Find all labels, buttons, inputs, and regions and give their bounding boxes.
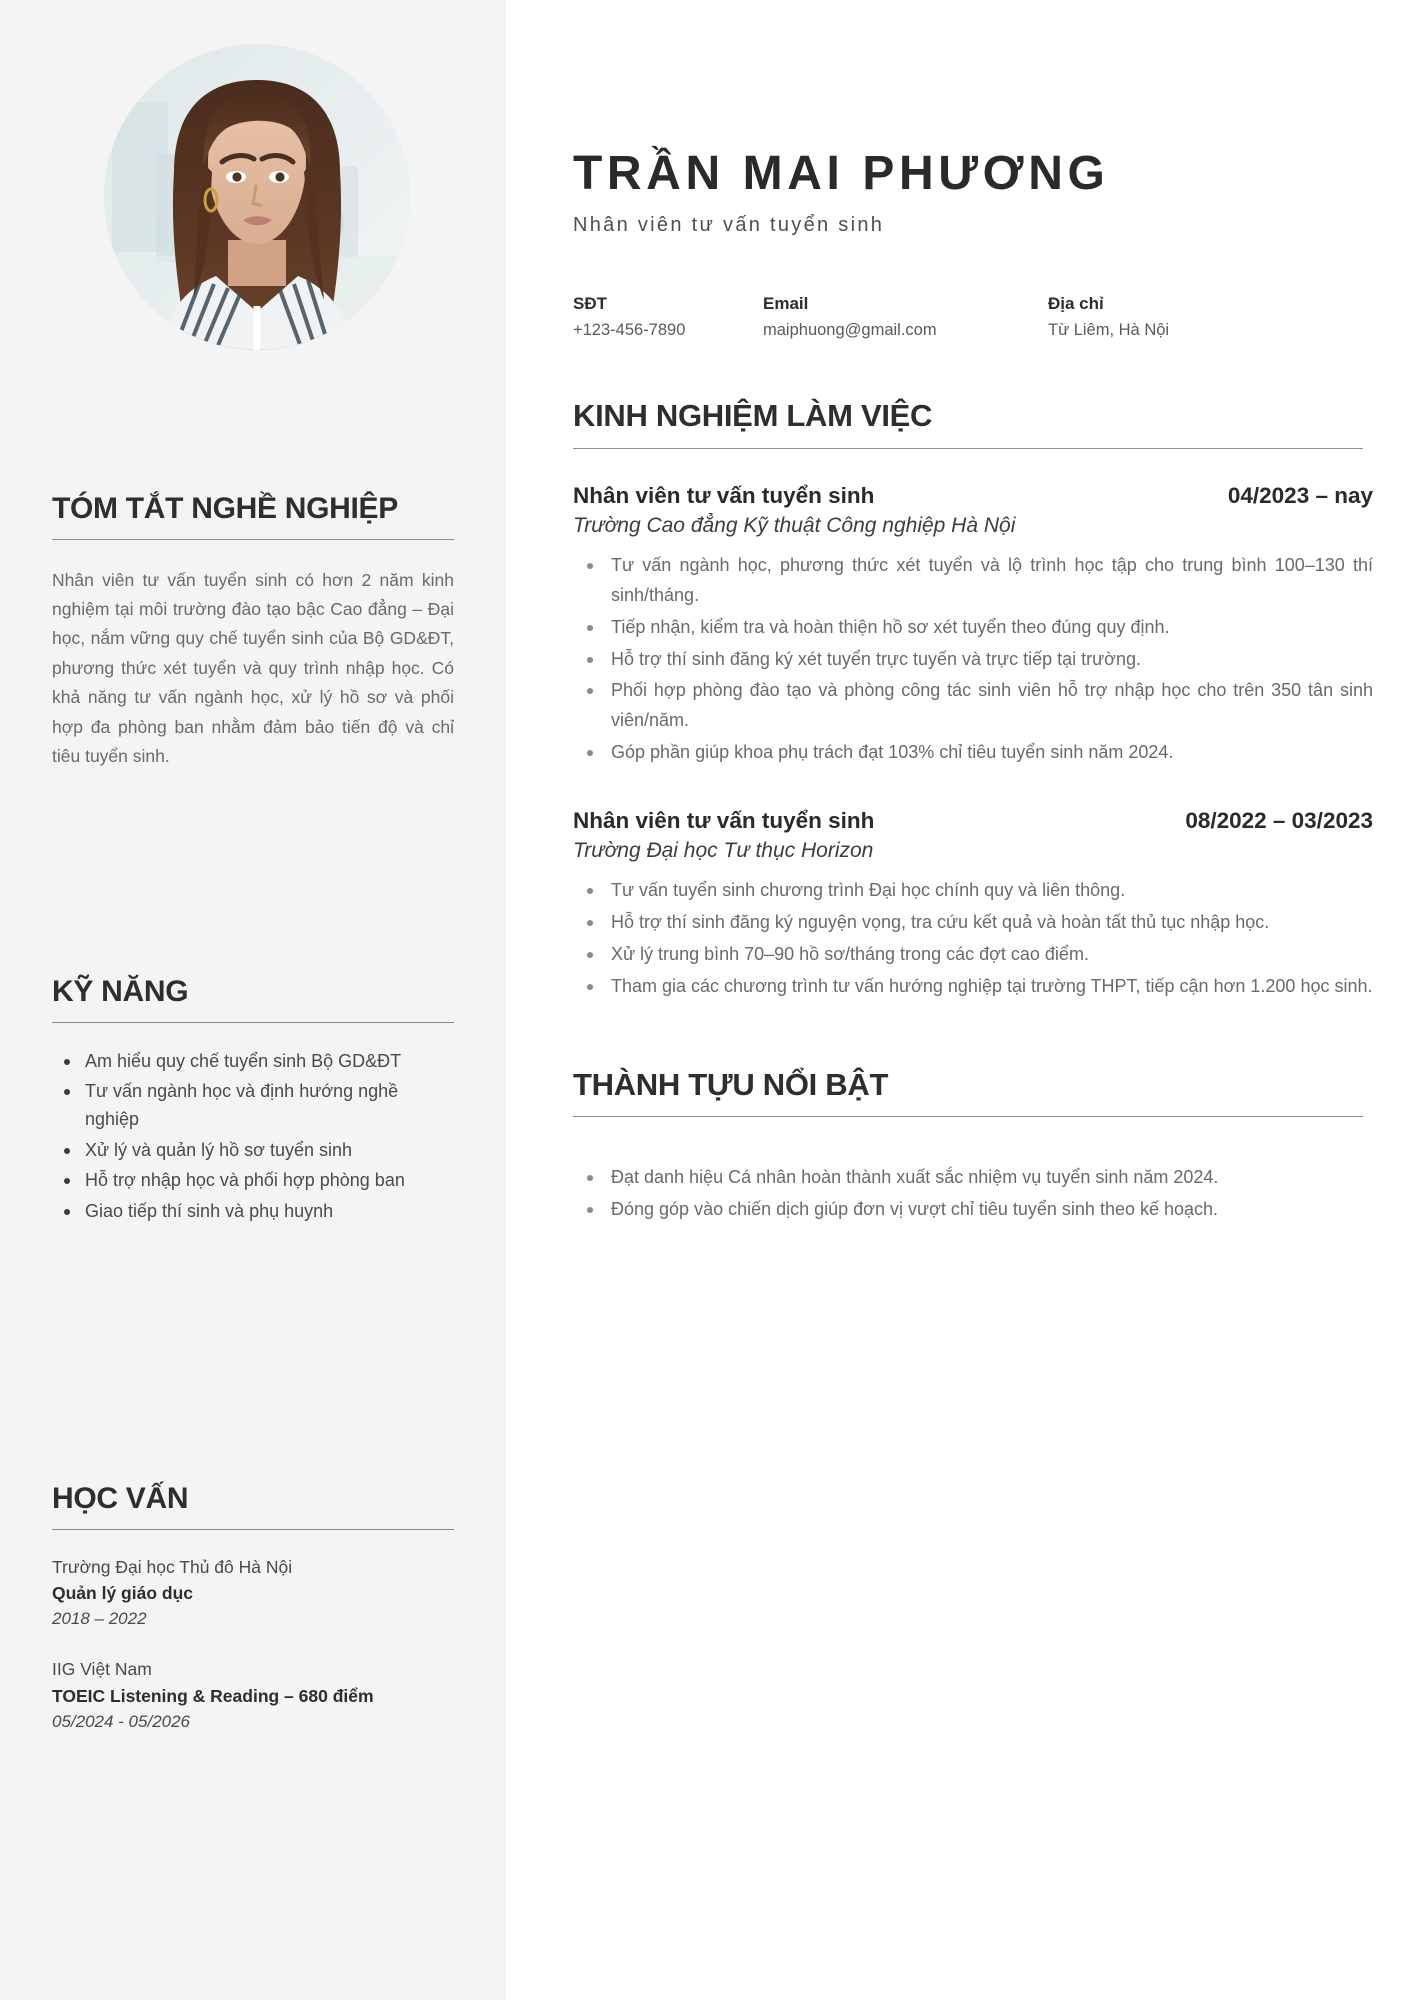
list-item: Đạt danh hiệu Cá nhân hoàn thành xuất sắc nhiệm vụ tuyển sinh năm 2024. [573, 1163, 1373, 1193]
education-dates: 05/2024 - 05/2026 [52, 1711, 191, 1731]
contact-value: Từ Liêm, Hà Nội [1048, 321, 1170, 340]
job-header [573, 483, 1373, 509]
achievements-list [573, 1163, 1373, 1225]
contact-row [573, 292, 1373, 343]
job-role-subtitle: Nhân viên tư vấn tuyển sinh [573, 213, 885, 236]
job-dates: 08/2022 – 03/2023 [1185, 808, 1373, 834]
experience-divider [573, 448, 1363, 449]
section-summary [52, 492, 454, 771]
section-education [52, 1482, 454, 1735]
sidebar [0, 0, 506, 2000]
list-item: Tham gia các chương trình tư vấn hướng nghiệp tại trường THPT, tiếp cận hơn 1.200 học sinh. [573, 972, 1373, 1002]
job-bullets [573, 876, 1373, 1002]
section-experience [573, 399, 1373, 1001]
skills-divider [52, 1022, 454, 1023]
education-school: IIG Việt Nam [52, 1659, 152, 1680]
page-title: TRẦN MAI PHƯƠNG [573, 147, 1110, 200]
contact-email [763, 292, 1048, 343]
list-item: Xử lý trung bình 70–90 hồ sơ/tháng trong các đợt cao điểm. [573, 940, 1373, 970]
job-title: Nhân viên tư vấn tuyển sinh [573, 808, 875, 834]
list-item: Phối hợp phòng đào tạo và phòng công tác sinh viên hỗ trợ nhập học cho trên 350 tân sinh viên/năm. [573, 676, 1373, 736]
education-dates: 2018 – 2022 [52, 1609, 147, 1629]
education-school: Trường Đại học Thủ đô Hà Nội [52, 1556, 293, 1577]
job-bullets [573, 551, 1373, 768]
list-item: Góp phần giúp khoa phụ trách đạt 103% chỉ tiêu tuyển sinh năm 2024. [573, 738, 1373, 768]
experience-entry [573, 483, 1373, 768]
achievements-heading: THÀNH TỰU NỔI BẬT [573, 1066, 889, 1102]
contact-label: Email [763, 293, 809, 313]
section-skills [52, 975, 454, 1227]
list-item: Hỗ trợ thí sinh đăng ký nguyện vọng, tra cứu kết quả và hoàn tất thủ tục nhập học. [573, 908, 1373, 938]
summary-divider [52, 539, 454, 540]
summary-heading: TÓM TẮT NGHỀ NGHIỆP [52, 492, 398, 525]
contact-address [1048, 292, 1169, 343]
list-item: Am hiểu quy chế tuyển sinh Bộ GD&ĐT [52, 1047, 454, 1075]
contact-value[interactable]: +123-456-7890 [573, 321, 686, 340]
experience-heading: KINH NGHIỆM LÀM VIỆC [573, 398, 933, 434]
job-header [573, 808, 1373, 834]
experience-entry [573, 808, 1373, 1002]
summary-text: Nhân viên tư vấn tuyển sinh có hơn 2 năm kinh nghiệm tại môi trường đào tạo bậc Cao đẳng – Đại học, nắm vững quy chế tuyển sinh của Bộ GD&ĐT, phương thức xét tuyển và quy trình nhập học. Có khả năng tư vấn ngành học, xử lý hồ sơ và phối hợp đa phòng ban nhằm đảm bảo tiến độ và chỉ tiêu tuyển sinh. [52, 569, 454, 766]
education-entry [52, 1656, 454, 1735]
job-title: Nhân viên tư vấn tuyển sinh [573, 482, 875, 508]
education-degree: Quản lý giáo dục [52, 1582, 193, 1603]
contact-phone [573, 292, 763, 343]
list-item: Tư vấn ngành học và định hướng nghề nghiệp [52, 1077, 454, 1134]
profile-photo [104, 44, 410, 350]
list-item: Xử lý và quản lý hồ sơ tuyển sinh [52, 1136, 454, 1164]
contact-label: Địa chỉ [1048, 293, 1104, 313]
list-item: Hỗ trợ nhập học và phối hợp phòng ban [52, 1166, 454, 1194]
portrait-photo-icon [104, 44, 410, 350]
section-achievements [573, 1068, 1373, 1225]
education-heading: HỌC VẤN [52, 1482, 189, 1515]
list-item: Giao tiếp thí sinh và phụ huynh [52, 1197, 454, 1225]
job-dates: 04/2023 – nay [1227, 482, 1373, 508]
education-entry [52, 1554, 454, 1633]
job-organization: Trường Cao đẳng Kỹ thuật Công nghiệp Hà Nội [573, 513, 1016, 537]
job-organization: Trường Đại học Tư thục Horizon [573, 839, 874, 863]
education-divider [52, 1529, 454, 1530]
contact-label: SĐT [573, 293, 607, 313]
education-degree: TOEIC Listening & Reading – 680 điểm [52, 1685, 374, 1706]
skills-list [52, 1047, 454, 1226]
list-item: Tư vấn ngành học, phương thức xét tuyển và lộ trình học tập cho trung bình 100–130 thí sinh/tháng. [573, 551, 1373, 611]
skills-heading: KỸ NĂNG [52, 975, 189, 1008]
contact-value[interactable]: maiphuong@gmail.com [763, 321, 937, 340]
list-item: Tư vấn tuyển sinh chương trình Đại học chính quy và liên thông. [573, 876, 1373, 906]
list-item: Tiếp nhận, kiểm tra và hoàn thiện hồ sơ xét tuyển theo đúng quy định. [573, 613, 1373, 643]
main-content [573, 0, 1373, 1227]
list-item: Hỗ trợ thí sinh đăng ký xét tuyển trực tuyến và trực tiếp tại trường. [573, 645, 1373, 675]
list-item: Đóng góp vào chiến dịch giúp đơn vị vượt chỉ tiêu tuyển sinh theo kế hoạch. [573, 1195, 1373, 1225]
achievements-divider [573, 1116, 1363, 1117]
